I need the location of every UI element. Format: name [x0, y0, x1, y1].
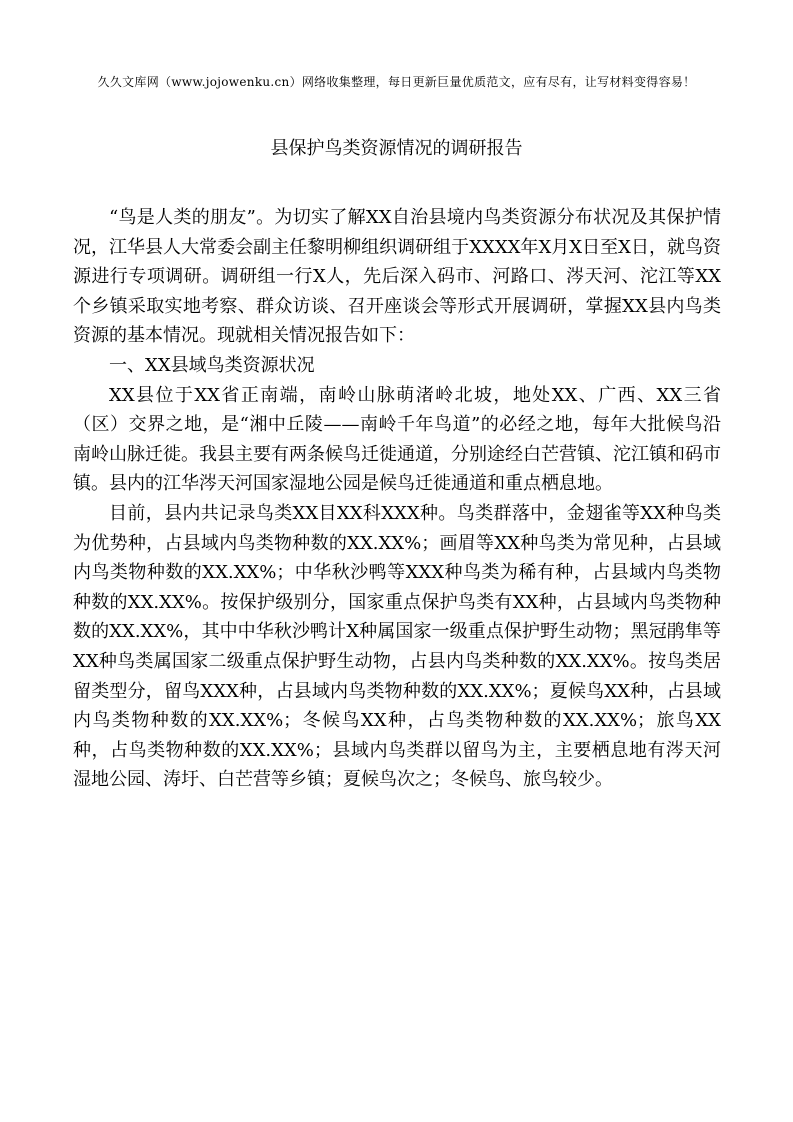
document-title: 县保护鸟类资源情况的调研报告 — [270, 138, 523, 159]
website-banner: 久久文库网（www.jojowenku.cn）网络收集整理，每日更新巨量优质范文，应有尽有，让写材料变得容易！ — [97, 75, 696, 89]
location-paragraph: XX县位于XX省正南端，南岭山脉萌渚岭北坡，地处XX、广西、XX三省（区）交界之地，是“湘中丘陵——南岭千年鸟道”的必经之地，每年大批候鸟沿南岭山脉迁徙。我县主要有两条候鸟迁徙通道，分别途经白芒营镇、沱江镇和码市镇。县内的江华涔天河国家湿地公园是候鸟迁徙通道和重点栖息地。 — [73, 384, 721, 495]
document-body — [73, 203, 721, 795]
section-heading: 一、XX县域鸟类资源状况 — [109, 354, 315, 376]
intro-paragraph: “鸟是人类的朋友”。为切实了解XX自治县境内鸟类资源分布状况及其保护情况，江华县人大常委会副主任黎明柳组织调研组于XXXX年X月X日至X日，就鸟资源进行专项调研。调研组一行X人，先后深入码市、河路口、涔天河、沱江等XX个乡镇采取实地考察、群众访谈、召开座谈会等形式开展调研，掌握XX县内鸟类资源的基本情况。现就相关情况报告如下： — [73, 207, 721, 347]
species-paragraph: 目前，县内共记录鸟类XX目XX科XXX种。鸟类群落中，金翅雀等XX种鸟类为优势种，占县域内鸟类物种数的XX.XX%；画眉等XX种鸟类为常见种，占县域内鸟类物种数的XX.XX%；中华秋沙鸭等XXX种鸟类为稀有种，占县域内鸟类物种数的XX.XX%。按保护级别分，国家重点保护鸟类有XX种，占县域内鸟类物种数的XX.XX%，其中中华秋沙鸭计X种属国家一级重点保护野生动物；黑冠鹃隼等XX种鸟类属国家二级重点保护野生动物，占县内鸟类种数的XX.XX%。按鸟类居留类型分，留鸟XXX种，占县域内鸟类物种数的XX.XX%；夏候鸟XX种，占县域内鸟类物种数的XX.XX%；冬候鸟XX种，占鸟类物种数的XX.XX%；旅鸟XX种，占鸟类物种数的XX.XX%；县域内鸟类群以留鸟为主，主要栖息地有涔天河湿地公园、涛圩、白芒营等乡镇；夏候鸟次之；冬候鸟、旅鸟较少。 — [73, 502, 721, 791]
